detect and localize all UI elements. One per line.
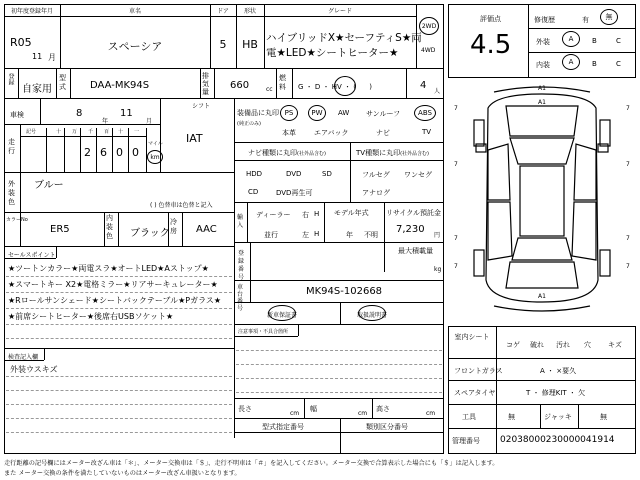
- car-damage-diagram: [448, 80, 636, 320]
- tv-label-text: TV種類に丸印: [356, 149, 401, 157]
- management-label: 管理番号: [452, 437, 480, 445]
- exterior-label: 外装色: [8, 180, 15, 206]
- shift-label: シフト: [192, 103, 211, 110]
- car-windshield: [510, 138, 574, 164]
- car-wheel-rl: [474, 250, 484, 276]
- interior-grade-b: B: [592, 60, 597, 68]
- shape-label: 形状: [243, 8, 256, 15]
- selling-points-label: セールスポイント: [8, 252, 56, 259]
- inspector-label: 検査記入欄: [8, 354, 39, 361]
- management-number: 02038000230000041914: [500, 435, 615, 445]
- diagram-side-num-1: 7: [454, 105, 458, 112]
- recycle-unit: 円: [434, 232, 441, 239]
- car-rear-glass: [512, 238, 572, 260]
- equipment-sub-label: (純正のみ): [237, 121, 261, 127]
- capacity-unit: 人: [434, 88, 441, 95]
- diagram-side-num-3: 7: [454, 161, 458, 168]
- inspection-year: 8: [76, 108, 83, 119]
- drive-4wd: 4WD: [421, 47, 436, 54]
- grade-line1: ハイブリッドX★セーフティS★両: [266, 32, 422, 44]
- car-bonnet: [506, 106, 578, 136]
- mileage-label: 走行: [8, 138, 15, 155]
- inspection-month: 11: [120, 108, 133, 119]
- interior-grade-label: 内装: [536, 61, 550, 69]
- equip-aw: AW: [338, 109, 350, 117]
- width-unit: cm: [358, 410, 368, 417]
- tv-fullseg: フルセグ: [362, 171, 390, 179]
- repair-label: 修復歴: [534, 16, 555, 24]
- car-roof: [520, 166, 564, 236]
- car-door-rr: [572, 202, 596, 260]
- import-left-h: H: [314, 230, 320, 238]
- length-label: 長さ: [238, 405, 252, 413]
- fuel-selected-circle: [334, 76, 356, 96]
- door-label: ドア: [217, 8, 229, 15]
- front-glass-label: フロントガラス: [454, 367, 503, 375]
- exterior-note: ( ) 色替車は色替と記入: [150, 202, 213, 209]
- capacity-value: 4: [420, 80, 427, 91]
- car-name-value: スペーシア: [107, 40, 163, 53]
- footer-note-1: 走行距離の記号欄にはメーター改ざん車は「＊」、メーター交換車は「＄」、走行不明車は「＃」を記入してください。メーター交換で合算表示した場合にも「＄」は記入します。: [4, 460, 499, 467]
- mileage-digit-label-0: 記号: [26, 129, 37, 135]
- model-year-label: モデル年式: [334, 209, 369, 217]
- manual-circle: [358, 305, 386, 321]
- inspector-text: 外装ウスキズ: [10, 365, 58, 374]
- car-body-outline: [486, 94, 598, 302]
- model-year-unit: 年: [346, 231, 353, 239]
- score-value: 4.5: [470, 30, 512, 60]
- color-no-label: カラーNo: [6, 217, 28, 223]
- equip-tv: TV: [422, 128, 432, 136]
- mileage-digit-6: 0: [132, 146, 139, 159]
- use-type: 自家用: [22, 84, 52, 95]
- mileage-digit-label-6: 一: [134, 129, 140, 135]
- mileage-unit-km: km: [147, 150, 163, 164]
- spare-tire-value: T ・ 修理KIT ・ 欠: [526, 389, 586, 397]
- tv-oneseg: ワンセグ: [404, 171, 432, 179]
- car-door-fl: [488, 144, 510, 200]
- diagram-side-num-4: 7: [626, 161, 630, 168]
- car-wheel-fr: [600, 120, 610, 146]
- navi-label: [248, 148, 326, 158]
- navi-hdd: HDD: [246, 170, 263, 178]
- drive-2wd: 2WD: [419, 17, 439, 35]
- diagram-side-num-6: 7: [626, 235, 630, 242]
- grade-line2: 電★LED★シートヒーター★: [266, 47, 399, 59]
- car-tailgate: [506, 262, 578, 288]
- car-wheel-fl: [474, 120, 484, 146]
- spare-tire-label: スペアタイヤ: [454, 389, 496, 397]
- sheet-opt-4: キズ: [608, 341, 622, 349]
- exterior-grade-b: B: [592, 37, 597, 45]
- chassis-number: MK94S-102668: [306, 286, 383, 297]
- mileage-digit-5: 0: [116, 146, 123, 159]
- jack-label: ジャッキ: [544, 413, 572, 421]
- width-label: 幅: [310, 405, 317, 413]
- displacement-value: 660: [230, 80, 250, 91]
- recycle-label: リサイクル預託金: [386, 209, 442, 217]
- reg-year-label: 初年度登録年月: [10, 8, 53, 15]
- mileage-digit-label-4: 百: [104, 129, 110, 135]
- fuel-label: 燃料: [279, 74, 286, 91]
- diagram-a1-bottom: A1: [538, 293, 546, 300]
- car-name-label: 車名: [128, 8, 141, 15]
- equip-abs: ABS: [414, 105, 436, 121]
- class-label: 類別区分番号: [366, 423, 408, 431]
- equip-navi: ナビ: [376, 129, 390, 137]
- navi-cd: CD: [248, 188, 259, 196]
- mileage-unit-mile: マイル: [148, 141, 163, 147]
- selling-line-3: ★Rロールサンシェード★シートバックテーブル★Pガラス★: [8, 296, 222, 305]
- tools-value: 無: [508, 413, 515, 421]
- interior-grade-a: A: [562, 54, 580, 70]
- tv-analog: アナログ: [362, 189, 390, 197]
- diagram-side-num-8: 7: [626, 263, 630, 270]
- sheet-opt-0: コゲ: [506, 341, 520, 349]
- mileage-digit-4: 6: [100, 146, 107, 159]
- equip-leather: 本革: [282, 129, 296, 137]
- height-unit: cm: [426, 410, 436, 417]
- shift-value: IAT: [186, 132, 203, 145]
- import-dealer: ディーラー: [256, 211, 291, 219]
- inspection-label: 車検: [10, 111, 24, 119]
- sheet-opt-3: 穴: [584, 341, 591, 349]
- tools-label: 工具: [462, 413, 476, 421]
- navi-sd: SD: [322, 170, 332, 178]
- tv-label: [356, 148, 429, 158]
- equip-airbag: エアバック: [314, 129, 349, 137]
- equip-ps: PS: [280, 105, 298, 121]
- car-wheel-rr: [600, 250, 610, 276]
- footer-note-2: また メーター交換の条件を満たしていないものはメーター改ざん車扱いとなります。: [4, 470, 241, 477]
- displacement-label: 排気量: [202, 72, 209, 96]
- ac-value: AAC: [196, 224, 217, 235]
- grade-label: グレード: [327, 8, 352, 15]
- interior-color-value: ブラック: [130, 228, 170, 239]
- exterior-grade-a: A: [562, 31, 580, 47]
- selling-line-1: ★ツートンカラー★両電スラ★オートLED★Aストップ★: [8, 264, 209, 273]
- max-load-unit: kg: [434, 266, 442, 273]
- equip-pw: PW: [308, 105, 326, 121]
- exterior-grade-c: C: [616, 37, 621, 45]
- exterior-color: ブルー: [34, 180, 64, 191]
- registration-no-label: 登録番号: [238, 250, 245, 281]
- diagram-a1-top2: A1: [538, 99, 546, 106]
- navi-label-text: ナビ種類に丸印: [248, 149, 297, 157]
- chassis-label: 車台番号: [237, 284, 244, 312]
- sheet-opt-1: 破れ: [530, 341, 544, 349]
- caution-label: 注意事項・不具合箇所: [238, 329, 289, 335]
- import-parallel: 並行: [264, 231, 278, 239]
- import-right-h: H: [314, 210, 320, 218]
- mileage-digit-label-3: 千: [88, 129, 94, 135]
- mileage-digit-label-5: 十: [118, 129, 124, 135]
- exterior-grade-label: 外装: [536, 38, 550, 46]
- inspection-month-unit: 月: [146, 118, 153, 125]
- diagram-a1-top: A1: [538, 85, 546, 92]
- navi-dvd-play: DVD再生可: [276, 189, 313, 197]
- selling-line-4: ★前席シートヒーター★後席右USBソケット★: [8, 312, 174, 321]
- car-door-rl: [488, 202, 512, 260]
- fuel-options: G ・ D ・ HV ・ ( ): [298, 83, 373, 91]
- displacement-unit: cc: [266, 86, 273, 93]
- repair-no: 無: [600, 9, 618, 25]
- model-year-value: 不明: [364, 231, 378, 239]
- reg-year-value: R05: [10, 36, 32, 49]
- model-label: 型式: [59, 74, 66, 91]
- sheet-opt-2: 汚れ: [556, 341, 570, 349]
- warranty-circle: [268, 305, 296, 321]
- interior-grade-c: C: [616, 60, 621, 68]
- mileage-digit-3: 2: [84, 146, 91, 159]
- max-load-label: 最大積載量: [398, 247, 433, 255]
- front-glass-value: A ・ ×要久: [540, 367, 577, 375]
- color-no-value: ER5: [50, 224, 70, 235]
- diagram-side-num-5: 7: [454, 235, 458, 242]
- navi-dvd: DVD: [286, 170, 302, 178]
- mileage-digit-label-1: 十: [56, 129, 62, 135]
- jack-value: 無: [600, 413, 607, 421]
- height-label: 高さ: [376, 405, 390, 413]
- equipment-label: 装備品に丸印: [237, 109, 279, 117]
- new-car-warranty: 新車保証書: [266, 312, 297, 319]
- diagram-side-num-7: 7: [454, 263, 458, 270]
- length-unit: cm: [290, 410, 300, 417]
- import-label: 輸入: [237, 214, 244, 229]
- score-label: 評価点: [480, 15, 501, 23]
- doors-value: 5: [219, 38, 227, 51]
- repair-yes: 有: [582, 16, 589, 24]
- navi-sub-text: (社外品含む): [297, 151, 326, 157]
- tv-sub-text: (社外品含む): [400, 151, 429, 157]
- diagram-side-num-2: 7: [626, 105, 630, 112]
- import-left: 左: [302, 231, 309, 239]
- manual: 取扱説明書: [356, 312, 387, 319]
- inspection-year-unit: 年: [102, 118, 109, 125]
- car-rear-bumper: [494, 306, 590, 311]
- type-spec-label: 型式指定番号: [262, 423, 304, 431]
- interior-sheet-label: 室内シート: [454, 333, 490, 341]
- ac-label: 冷房: [170, 218, 177, 235]
- mileage-digit-label-2: 万: [72, 129, 78, 135]
- reg-month-unit: 月: [48, 53, 56, 62]
- import-right: 右: [302, 211, 309, 219]
- interior-color-label: 内装色: [106, 214, 113, 240]
- car-door-fr: [574, 144, 596, 200]
- model-value: DAA-MK94S: [90, 80, 150, 91]
- selling-line-2: ★スマートキー X2★電格ミラー★リアサーキュレーター★: [8, 280, 218, 289]
- shape-value: HB: [242, 38, 258, 51]
- recycle-value: 7,230: [396, 224, 425, 235]
- plate-label: 登録: [7, 73, 14, 85]
- reg-month-value: 11: [32, 52, 43, 61]
- equip-sunroof: サンルーフ: [366, 110, 401, 118]
